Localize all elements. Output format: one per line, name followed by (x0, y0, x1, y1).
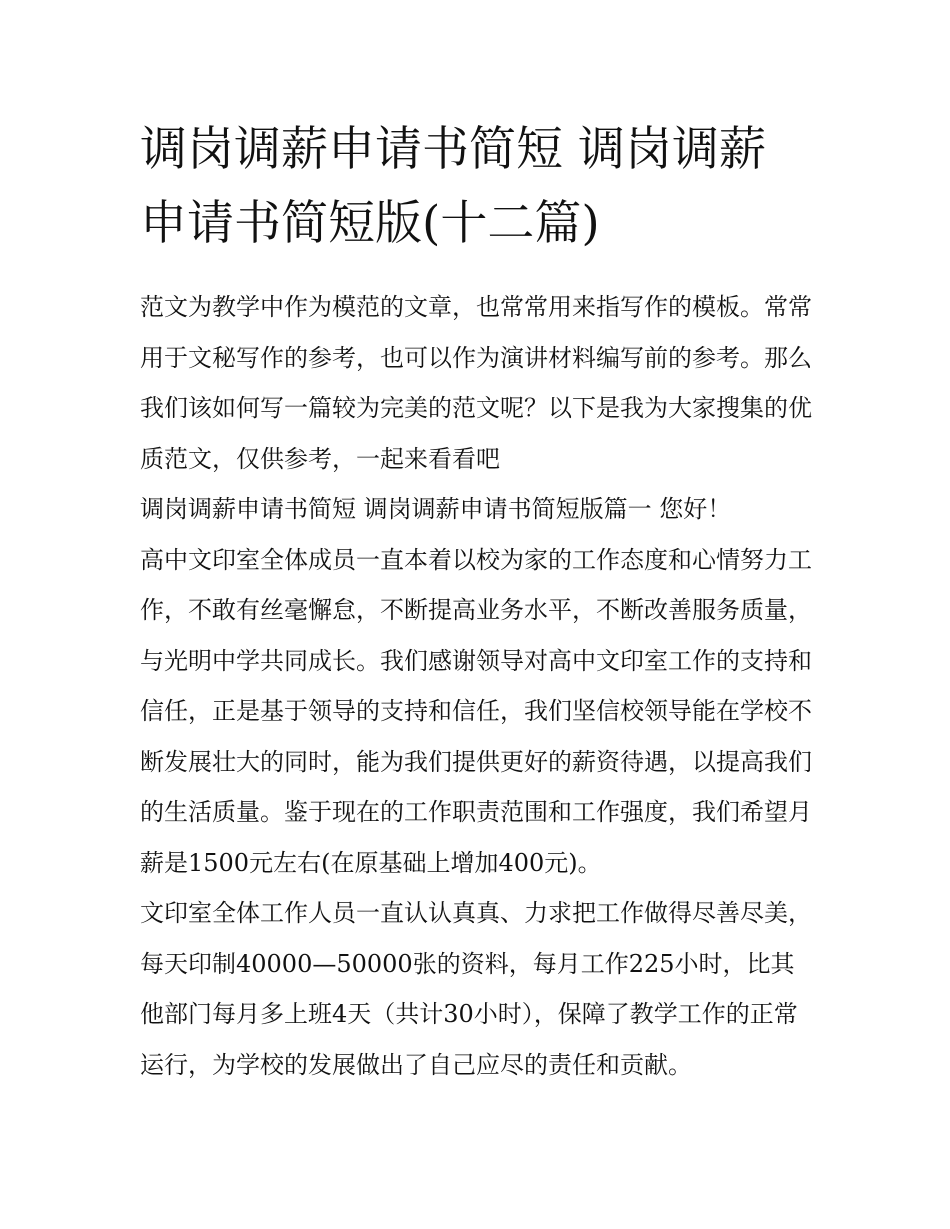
section-heading-paragraph: 调岗调薪申请书简短 调岗调薪申请书简短版篇一 您好！ (140, 495, 732, 523)
body-paragraph-workload: 文印室全体工作人员一直认认真真、力求把工作做得尽善尽美，每天印制40000—50000张的资料，每月工作225小时，比其他部门每月多上班4天（共计30小时），保障了教学工作的正常运行，为学校的发展做出了自己应尽的责任和贡献。 (140, 899, 812, 1079)
body-paragraph-salary-request: 高中文印室全体成员一直本着以校为家的工作态度和心情努力工作，不敢有丝毫懈怠，不断提高业务水平，不断改善服务质量，与光明中学共同成长。我们感谢领导对高中文印室工作的支持和信任，正是基于领导的支持和信任，我们坚信校领导能在学校不断发展壮大的同时，能为我们提供更好的薪资待遇，以提高我们的生活质量。鉴于现在的工作职责范围和工作强度，我们希望月薪是1500元左右(在原基础上增加400元)。 (140, 545, 812, 877)
intro-paragraph: 范文为教学中作为模范的文章，也常常用来指写作的模板。常常用于文秘写作的参考，也可以作为演讲材料编写前的参考。那么我们该如何写一篇较为完美的范文呢？以下是我为大家搜集的优质范文，仅供参考，一起来看看吧 (140, 293, 812, 473)
document-body (140, 113, 812, 1090)
document-title: 调岗调薪申请书简短 调岗调薪申请书简短版(十二篇) (140, 122, 766, 251)
